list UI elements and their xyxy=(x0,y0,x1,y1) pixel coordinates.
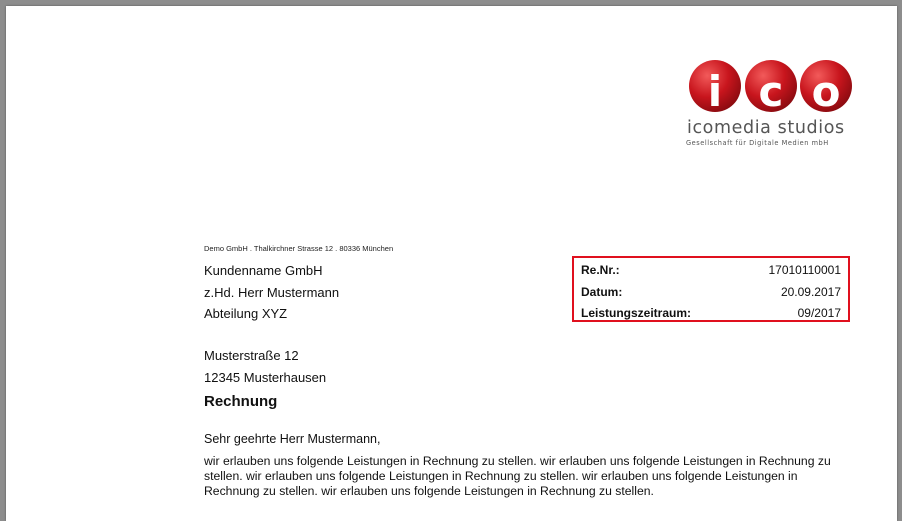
invoice-number-label: Re.Nr.: xyxy=(581,263,620,277)
logo-company-name: icomedia studios xyxy=(687,118,845,138)
body-paragraph: wir erlauben uns folgende Leistungen in Rechnung zu stellen. wir erlauben uns folgende Leistungen in Rechnung zu stellen. wir erlauben uns folgende Leistungen in Rechnung zu stellen. wir erlauben uns folgende Leistungen in Rechnung zu stellen. wir erlauben uns folgende Leistungen in Rechnung zu stellen. xyxy=(204,454,831,498)
document-title: Rechnung xyxy=(204,393,278,410)
invoice-info-box xyxy=(572,256,850,322)
logo-letter-o: o xyxy=(811,67,841,116)
recipient-city: 12345 Musterhausen xyxy=(204,370,327,385)
service-period-label: Leistungszeitraum: xyxy=(581,306,692,320)
ico-logo-icon xyxy=(684,56,859,118)
service-period-value: 09/2017 xyxy=(797,306,841,320)
recipient-department: Abteilung XYZ xyxy=(204,306,288,321)
logo-letter-i: i xyxy=(707,67,723,116)
recipient-street: Musterstraße 12 xyxy=(204,348,299,363)
invoice-number-row xyxy=(581,263,841,279)
logo-tagline: Gesellschaft für Digitale Medien mbH xyxy=(686,139,829,147)
invoice-page xyxy=(6,6,897,521)
invoice-date-value: 20.09.2017 xyxy=(780,285,841,299)
recipient-company: Kundenname GmbH xyxy=(204,263,323,278)
sender-address-line: Demo GmbH . Thalkirchner Strasse 12 . 80336 München xyxy=(204,244,394,253)
salutation: Sehr geehrte Herr Mustermann, xyxy=(204,432,381,446)
invoice-number-value: 17010110001 xyxy=(768,263,841,277)
company-logo xyxy=(684,56,859,151)
invoice-date-row xyxy=(581,285,841,301)
logo-letter-c: c xyxy=(758,67,784,116)
invoice-date-label: Datum: xyxy=(581,285,623,299)
service-period-row xyxy=(581,306,841,322)
recipient-attention: z.Hd. Herr Mustermann xyxy=(204,285,340,300)
